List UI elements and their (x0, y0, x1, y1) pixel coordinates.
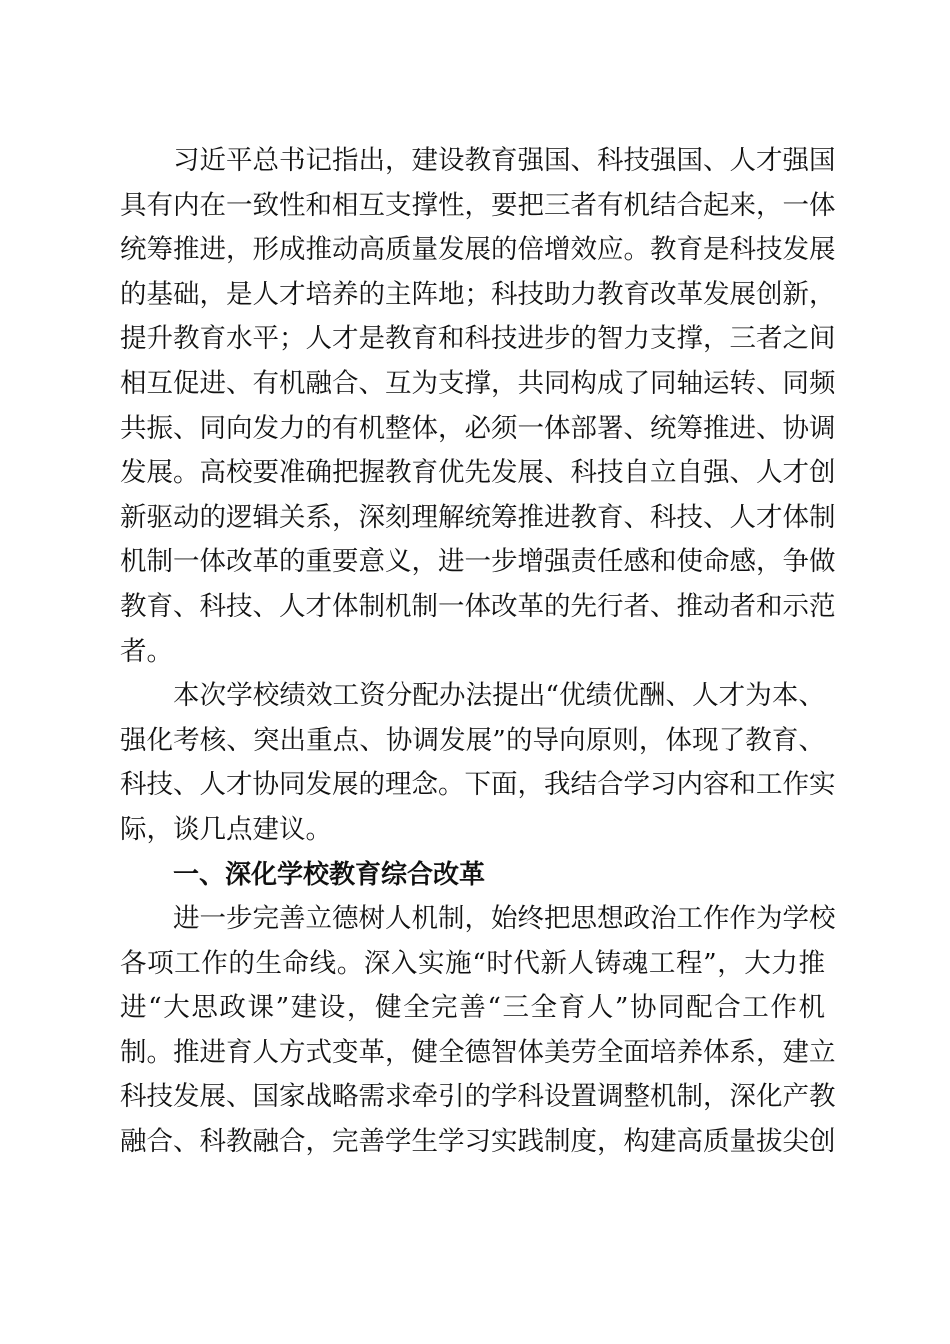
text-line: 习近平总书记指出，建设教育强国、科技强国、人才强国 (173, 145, 836, 176)
text-line: 际，谈几点建议。 (120, 813, 332, 845)
text-line: 提升教育水平；人才是教育和科技进步的智力支撑，三者之间 (120, 323, 836, 355)
text-line: 教育、科技、人才体制机制一体改革的先行者、推动者和示范 (120, 590, 836, 622)
section-heading: 一、深化学校教育综合改革 (173, 859, 486, 890)
paragraph-2 (120, 674, 836, 852)
text-line: 各项工作的生命线。深入实施“时代新人铸魂工程”，大力推 (120, 947, 825, 979)
text-line: 统筹推进，形成推动高质量发展的倍增效应。教育是科技发展 (120, 234, 836, 266)
text-line: 进“大思政课”建设，健全完善“三全育人”协同配合工作机 (120, 992, 825, 1024)
text-line: 科技发展、国家战略需求牵引的学科设置调整机制，深化产教 (120, 1081, 836, 1113)
text-line: 进一步完善立德树人机制，始终把思想政治工作作为学校 (173, 903, 836, 935)
paragraph-1 (120, 139, 836, 674)
document-body (120, 139, 836, 1165)
text-line: 发展。高校要准确把握教育优先发展、科技自立自强、人才创 (120, 457, 836, 489)
text-line: 共振、同向发力的有机整体，必须一体部署、统筹推进、协调 (120, 412, 836, 444)
text-line: 本次学校绩效工资分配办法提出“优绩优酬、人才为本、 (173, 680, 825, 712)
text-line: 新驱动的逻辑关系，深刻理解统筹推进教育、科技、人才体制 (120, 501, 836, 533)
section-paragraph (120, 897, 836, 1165)
text-line: 的基础，是人才培养的主阵地；科技助力教育改革发展创新， (120, 278, 836, 310)
text-line: 科技、人才协同发展的理念。下面，我结合学习内容和工作实 (120, 769, 836, 801)
text-line: 者。 (120, 635, 173, 667)
text-line: 机制一体改革的重要意义，进一步增强责任感和使命感，争做 (120, 546, 836, 578)
text-line: 强化考核、突出重点、协调发展”的导向原则，体现了教育、 (120, 724, 825, 756)
text-line: 融合、科教融合，完善学生学习实践制度，构建高质量拔尖创 (120, 1126, 836, 1158)
text-line: 具有内在一致性和相互支撑性，要把三者有机结合起来，一体 (120, 189, 836, 221)
text-line: 相互促进、有机融合、互为支撑，共同构成了同轴运转、同频 (120, 367, 836, 399)
text-line: 制。推进育人方式变革，健全德智体美劳全面培养体系，建立 (120, 1036, 836, 1068)
